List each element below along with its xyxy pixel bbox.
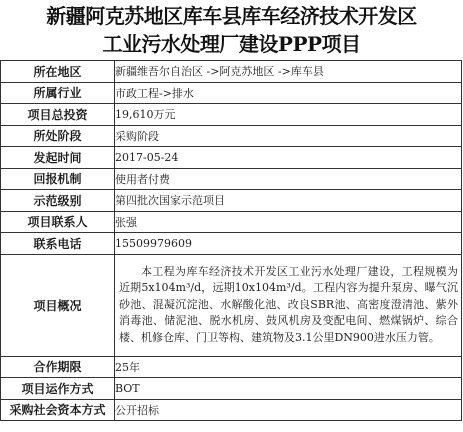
- row-label: 所处阶段: [1, 125, 115, 147]
- table-row: [1, 61, 462, 83]
- title-line-1: 新疆阿克苏地区库车县库车经济技术开发区: [46, 4, 417, 28]
- table-row: [1, 399, 462, 421]
- row-label: 项目总投资: [1, 104, 115, 126]
- table-row: [1, 125, 462, 147]
- row-label: 所在地区: [1, 61, 115, 83]
- row-label: 发起时间: [1, 147, 115, 169]
- overview-label: 项目概况: [1, 254, 115, 356]
- project-info-table: [0, 60, 462, 421]
- overview-row: [1, 254, 462, 356]
- row-value: 使用者付费: [115, 168, 462, 190]
- document-title: [0, 0, 463, 60]
- row-value: 公开招标: [115, 399, 462, 421]
- row-value: 市政工程->排水: [115, 82, 462, 104]
- row-value: 第四批次国家示范项目: [115, 190, 462, 212]
- row-value: 15509979609: [115, 233, 462, 255]
- row-value: BOT: [115, 378, 462, 400]
- table-row: [1, 211, 462, 233]
- table-row: [1, 147, 462, 169]
- row-label: 示范级别: [1, 190, 115, 212]
- overview-text: 本工程为库车经济技术开发区工业污水处理厂建设，工程规模为近期5x104m³/d，远期10x104m³/d。工程内容为提升泵房、曝气沉砂池、混凝沉淀池、水解酸化池、改良SBR池、高密度澄清池、紫外消毒池、储泥池、脱水机房、鼓风机房及变配电间、燃煤锅炉、综合楼、机修仓库、门卫等构、建筑物及3.1公里DN900进水压力管。: [115, 254, 462, 356]
- row-label: 合作期限: [1, 356, 115, 378]
- table-row: [1, 168, 462, 190]
- table-row: [1, 233, 462, 255]
- table-row: [1, 104, 462, 126]
- table-row: [1, 190, 462, 212]
- row-label: 所属行业: [1, 82, 115, 104]
- table-row: [1, 378, 462, 400]
- row-value: 25年: [115, 356, 462, 378]
- row-label: 联系电话: [1, 233, 115, 255]
- row-label: 项目运作方式: [1, 378, 115, 400]
- row-value: 张强: [115, 211, 462, 233]
- row-label: 回报机制: [1, 168, 115, 190]
- title-line-2: 工业污水处理厂建设PPP项目: [102, 32, 361, 56]
- row-label: 项目联系人: [1, 211, 115, 233]
- row-value: 2017-05-24: [115, 147, 462, 169]
- table-row: [1, 356, 462, 378]
- row-value: 新疆维吾尔自治区 ->阿克苏地区 ->库车县: [115, 61, 462, 83]
- row-value: 采购阶段: [115, 125, 462, 147]
- row-value: 19,610万元: [115, 104, 462, 126]
- table-row: [1, 82, 462, 104]
- row-label: 采购社会资本方式: [1, 399, 115, 421]
